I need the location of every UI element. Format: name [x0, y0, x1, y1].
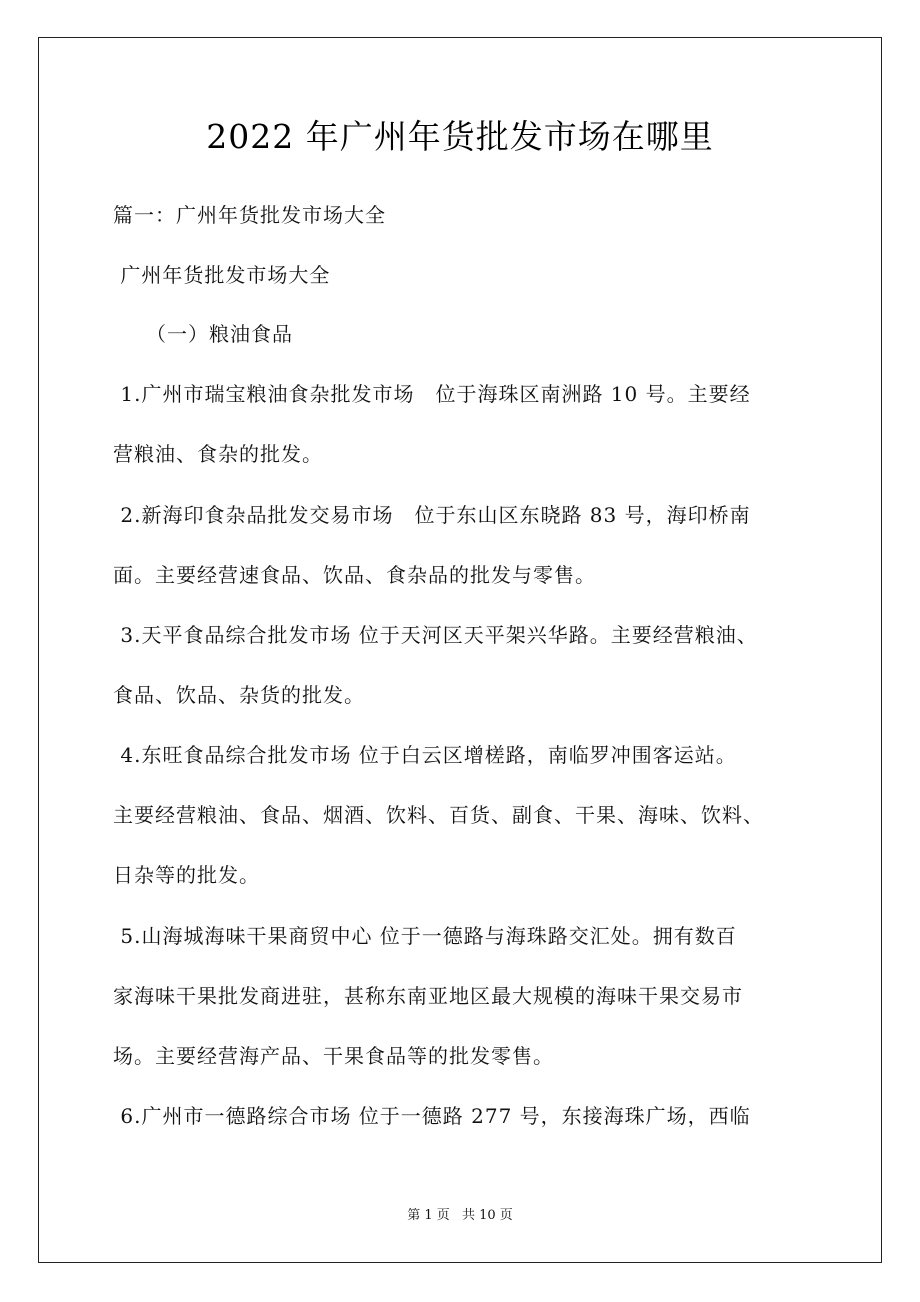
paragraph-line: 日杂等的批发。	[113, 863, 260, 887]
paragraph-line: 场。主要经营海产品、干果食品等的批发零售。	[113, 1044, 554, 1068]
category-heading: （一）粮油食品	[146, 322, 293, 346]
paragraph-line: 1.广州市瑞宝粮油食杂批发市场 位于海珠区南洲路 10 号。主要经	[113, 382, 751, 406]
paragraph-line: 4.东旺食品综合批发市场 位于白云区增槎路，南临罗冲围客运站。	[113, 743, 737, 767]
paragraph-line: 食品、饮品、杂货的批发。	[113, 683, 365, 707]
paragraph-line: 家海味干果批发商进驻，甚称东南亚地区最大规模的海味干果交易市	[113, 984, 743, 1008]
paragraph-line: 5.山海城海味干果商贸中心 位于一德路与海珠路交汇处。拥有数百	[113, 924, 737, 948]
paragraph-line: 6.广州市一德路综合市场 位于一德路 277 号，东接海珠广场，西临	[113, 1104, 751, 1128]
subsection-heading: 广州年货批发市场大全	[113, 263, 331, 287]
paragraph-line: 营粮油、食杂的批发。	[113, 442, 323, 466]
paragraph-line: 3.天平食品综合批发市场 位于天河区天平架兴华路。主要经营粮油、	[113, 623, 758, 647]
document-title: 2022 年广州年货批发市场在哪里	[206, 117, 714, 156]
page-total: 共 10 页	[461, 1208, 513, 1223]
paragraph-line: 主要经营粮油、食品、烟酒、饮料、百货、副食、干果、海味、饮料、	[113, 803, 764, 827]
section-heading: 篇一：广州年货批发市场大全	[113, 203, 386, 227]
paragraph-line: 面。主要经营速食品、饮品、食杂品的批发与零售。	[113, 563, 596, 587]
page-number: 第 1 页	[407, 1208, 450, 1223]
paragraph-line: 2.新海印食杂品批发交易市场 位于东山区东晓路 83 号，海印桥南	[113, 503, 751, 527]
page-footer	[0, 1206, 920, 1226]
